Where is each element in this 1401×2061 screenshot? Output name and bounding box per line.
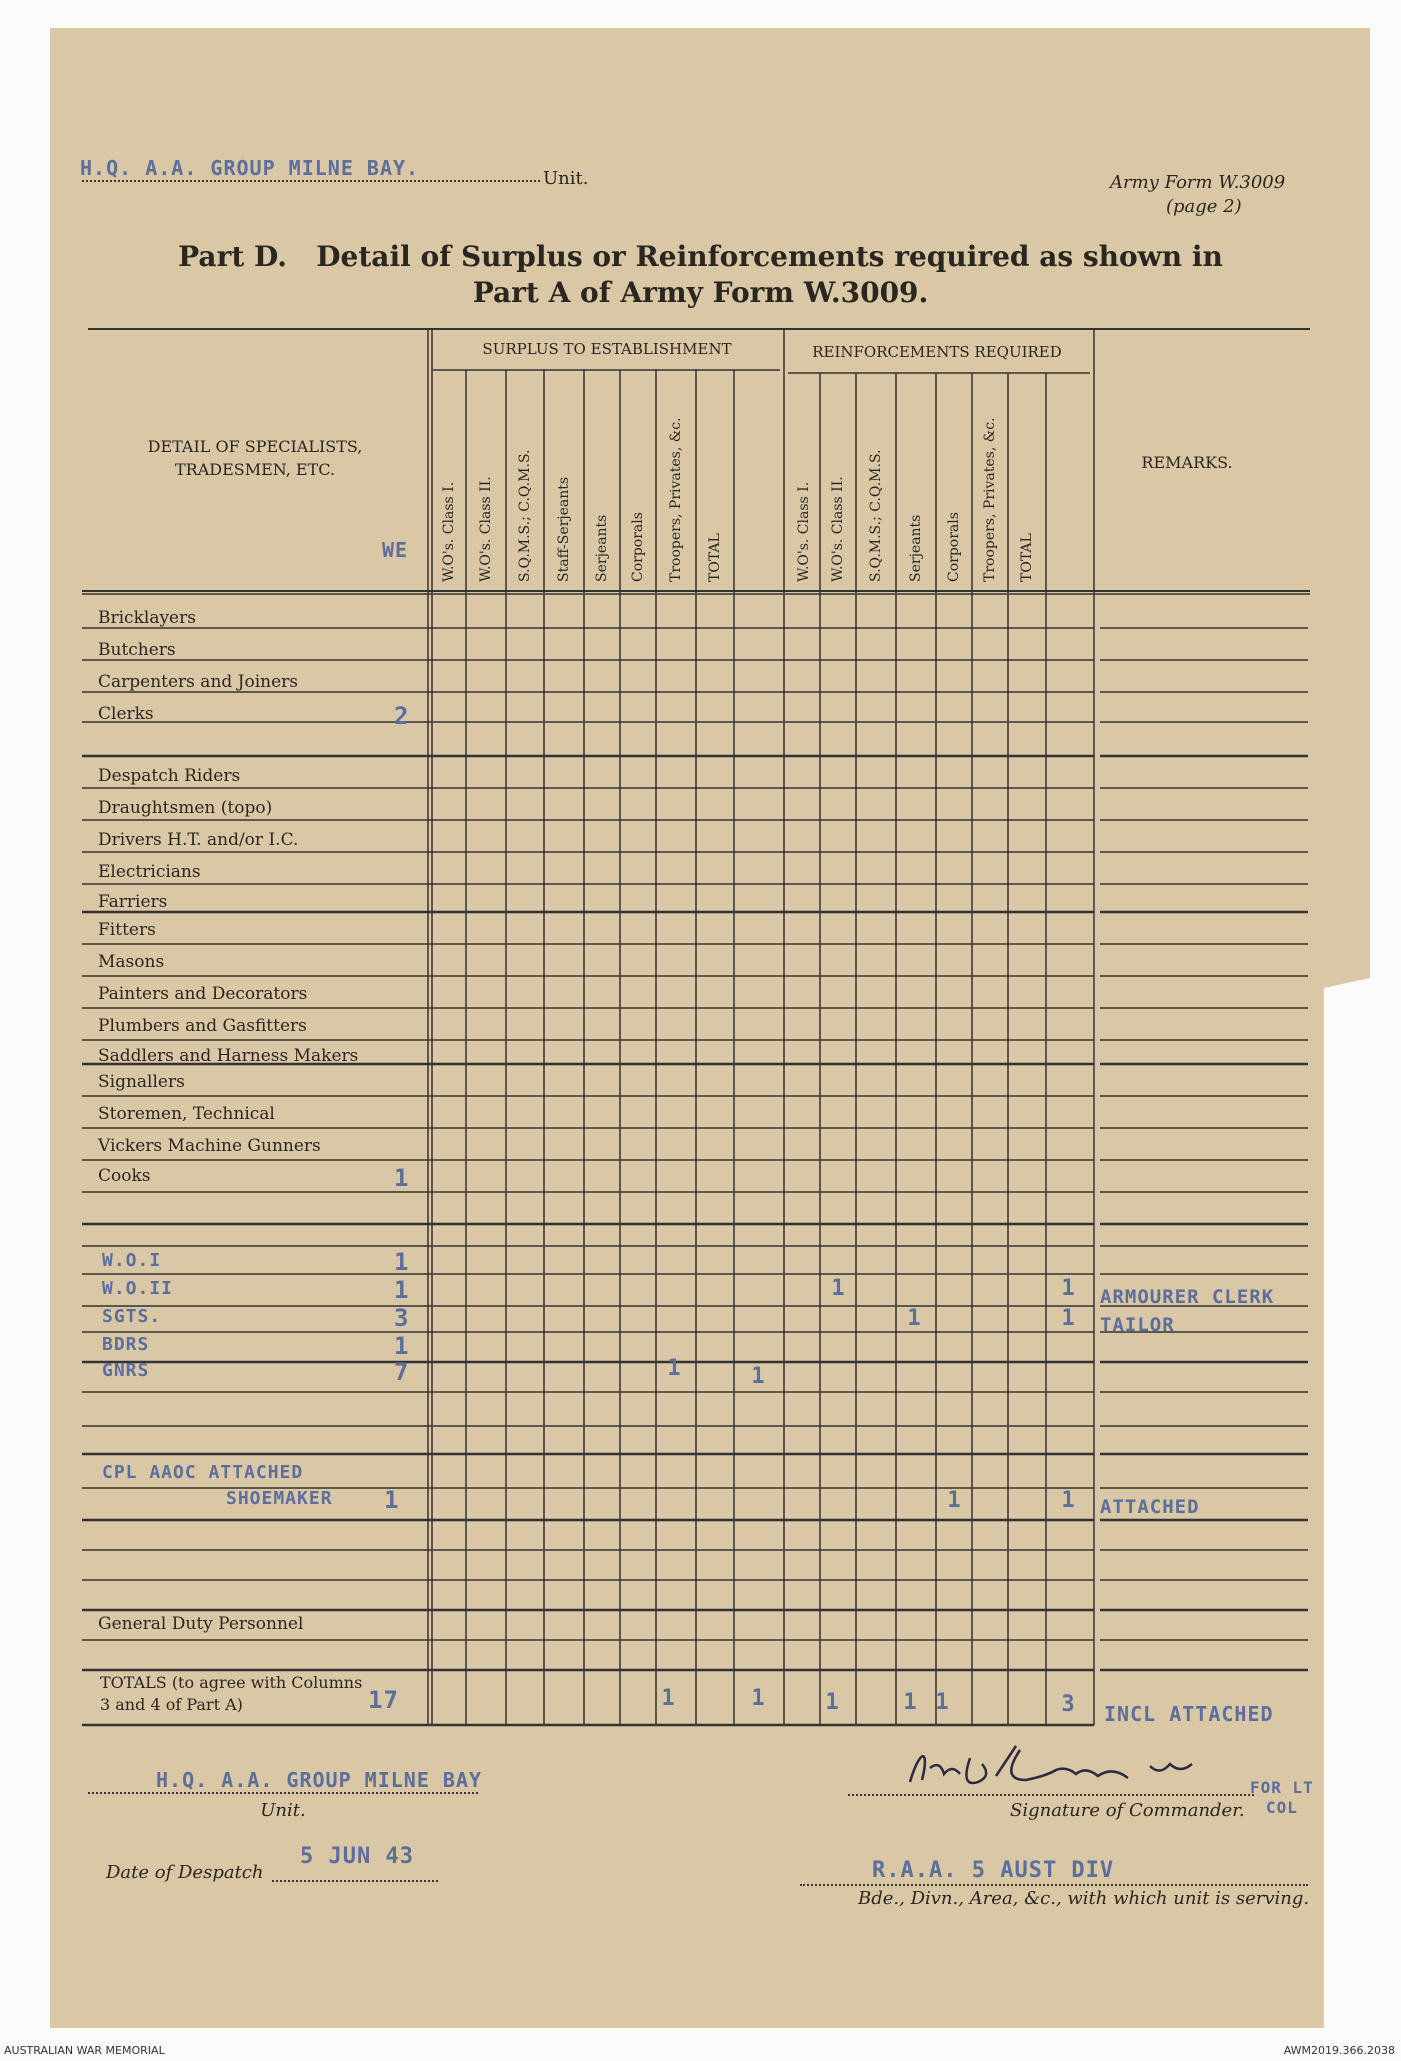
row-label: Painters and Decorators <box>98 984 308 1004</box>
reinf-header: REINFORCEMENTS REQUIRED <box>812 343 1062 361</box>
totals-label: TOTALS (to agree with Columns 3 and 4 of Part A) <box>100 1673 363 1714</box>
row-remark: ARMOURER CLERK <box>1100 1286 1275 1308</box>
row-label: Plumbers and Gasfitters <box>98 1016 307 1036</box>
row-label: Storemen, Technical <box>98 1104 275 1124</box>
surplus-col-header-4: Serjeants <box>594 514 610 582</box>
totals-remark: INCL ATTACHED <box>1104 1702 1274 1726</box>
reinf-col-header-2: S.Q.M.S.; C.Q.M.S. <box>868 449 884 582</box>
surplus-col-header-6: Troopers, Privates, &c. <box>668 417 684 582</box>
signature-line <box>848 1794 1254 1796</box>
row-label: SHOEMAKER <box>226 1488 333 1509</box>
surplus-col-header-3: Staff-Serjeants <box>556 476 572 582</box>
bde-caption: Bde., Divn., Area, &c., with which unit is serving. <box>858 1888 1310 1909</box>
row-label: Bricklayers <box>98 608 196 628</box>
row-label: SGTS. <box>102 1306 162 1327</box>
totals-we: 17 <box>368 1686 399 1714</box>
for-lt-col: FOR LT COL <box>1250 1778 1314 1817</box>
row-we-value: 1 <box>384 1486 400 1514</box>
row-label: Clerks <box>98 704 154 724</box>
reinf-col-header-6: TOTAL <box>1019 533 1035 582</box>
row-remark: ATTACHED <box>1100 1496 1200 1518</box>
surplus-col-header-0: W.O's. Class I. <box>441 481 457 582</box>
we-label: WE <box>382 538 409 562</box>
unit-label: Unit. <box>543 168 589 189</box>
row-label: Butchers <box>98 640 176 660</box>
bde-dotted-line <box>800 1884 1308 1886</box>
cell-value: 1 <box>751 1364 765 1389</box>
footer-unit-caption: Unit. <box>260 1800 306 1821</box>
date-of-despatch-label: Date of Despatch <box>106 1862 264 1883</box>
date-dotted-line <box>272 1880 438 1882</box>
reinf-col-header-5: Troopers, Privates, &c. <box>982 417 998 582</box>
form-page: (page 2) <box>1166 196 1242 217</box>
remarks-header: REMARKS. <box>1141 453 1233 472</box>
row-we-value: 1 <box>394 1164 410 1192</box>
archive-footer <box>0 2042 1401 2061</box>
archive-left-label: AUSTRALIAN WAR MEMORIAL <box>4 2044 165 2057</box>
row-label: Vickers Machine Gunners <box>98 1136 321 1156</box>
cell-value: 1 <box>831 1276 845 1301</box>
row-we-value: 2 <box>394 702 410 730</box>
reinf-col-header-1: W.O's. Class II. <box>830 476 846 582</box>
row-label: General Duty Personnel <box>98 1614 304 1634</box>
commander-signature <box>900 1738 1230 1798</box>
row-label: Cooks <box>98 1166 151 1186</box>
cell-value: 1 <box>751 1686 765 1711</box>
date-typed: 5 JUN 43 <box>300 1844 414 1869</box>
cell-value: 1 <box>935 1690 949 1715</box>
archive-right-label: AWM2019.366.2038 <box>1283 2044 1395 2057</box>
unit-typed: H.Q. A.A. GROUP MILNE BAY. <box>80 156 420 180</box>
cell-value: 1 <box>903 1690 917 1715</box>
footer-unit-typed: H.Q. A.A. GROUP MILNE BAY <box>156 1768 483 1792</box>
row-label: Saddlers and Harness Makers <box>98 1046 359 1066</box>
row-label: BDRS <box>102 1334 150 1355</box>
row-we-value: 3 <box>394 1304 410 1332</box>
cell-value: 1 <box>661 1686 675 1711</box>
row-label: W.O.I <box>102 1250 162 1271</box>
row-label: Masons <box>98 952 165 972</box>
detail-header: DETAIL OF SPECIALISTS, TRADESMEN, ETC. <box>147 437 363 479</box>
row-we-value: 1 <box>394 1276 410 1304</box>
reinf-col-header-0: W.O's. Class I. <box>796 481 812 582</box>
reinf-col-header-4: Corporals <box>946 512 962 582</box>
cell-value: 3 <box>1061 1692 1075 1717</box>
row-label: GNRS <box>102 1360 150 1381</box>
form-title-line1: Part D. Detail of Surplus or Reinforcements required as shown in <box>178 240 1223 273</box>
row-label: CPL AAOC ATTACHED <box>102 1462 304 1483</box>
row-we-value: 7 <box>394 1358 410 1386</box>
row-we-value: 1 <box>394 1332 410 1360</box>
bde-typed: R.A.A. 5 AUST DIV <box>872 1858 1115 1883</box>
surplus-col-header-5: Corporals <box>630 512 646 582</box>
cell-value: 1 <box>1061 1306 1075 1331</box>
signature-caption: Signature of Commander. <box>1010 1800 1245 1821</box>
row-label: Drivers H.T. and/or I.C. <box>98 830 299 850</box>
cell-value: 1 <box>947 1488 961 1513</box>
cell-value: 1 <box>1061 1276 1075 1301</box>
row-label: W.O.II <box>102 1278 174 1299</box>
cell-value: 1 <box>667 1356 681 1381</box>
row-label: Carpenters and Joiners <box>98 672 299 692</box>
row-remark: TAILOR <box>1100 1314 1175 1336</box>
cell-value: 1 <box>1061 1488 1075 1513</box>
row-label: Signallers <box>98 1072 185 1092</box>
surplus-col-header-2: S.Q.M.S.; C.Q.M.S. <box>517 449 533 582</box>
surplus-header: SURPLUS TO ESTABLISHMENT <box>482 340 732 358</box>
row-we-value: 1 <box>394 1248 410 1276</box>
surplus-col-header-7: TOTAL <box>707 533 723 582</box>
row-label: Fitters <box>98 920 156 940</box>
row-label: Farriers <box>98 892 168 912</box>
row-label: Electricians <box>98 862 201 882</box>
row-label: Despatch Riders <box>98 766 241 786</box>
form-name: Army Form W.3009 <box>1110 172 1286 193</box>
footer-unit-line <box>88 1792 478 1794</box>
surplus-col-header-1: W.O's. Class II. <box>478 476 494 582</box>
row-label: Draughtsmen (topo) <box>98 798 273 818</box>
form-title-line2: Part A of Army Form W.3009. <box>472 276 929 309</box>
cell-value: 1 <box>825 1690 839 1715</box>
cell-value: 1 <box>907 1306 921 1331</box>
reinf-col-header-3: Serjeants <box>908 514 924 582</box>
